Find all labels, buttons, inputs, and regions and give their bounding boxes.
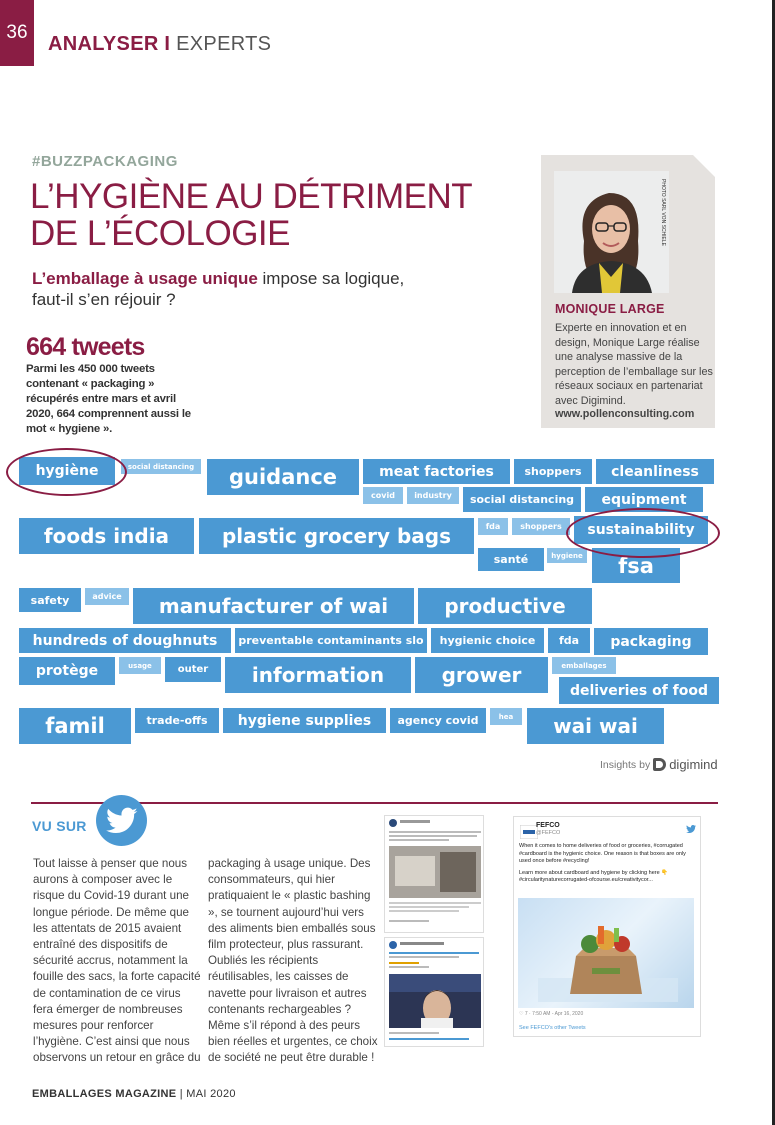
tag: agency covid (390, 708, 486, 733)
tag: fsa (592, 548, 680, 583)
tag: protège (19, 657, 115, 685)
expert-url[interactable]: www.pollenconsulting.com (555, 408, 695, 420)
tag: deliveries of food (559, 677, 719, 704)
tweet-thumbnail-2-graphic (385, 938, 485, 1048)
tag: hea (490, 708, 522, 725)
insights-label: Insights by (600, 758, 651, 771)
tag: fda (548, 628, 590, 653)
tweet-thumbnail-1-graphic (385, 816, 485, 934)
highlight-ring-sustainability (566, 508, 720, 558)
tag: sustainability (574, 516, 708, 544)
digimind-logo-icon (653, 758, 666, 771)
tag: hygiene (547, 548, 587, 563)
tag: hygienic choice (431, 628, 544, 653)
subtitle-bold: L’emballage à usage unique (32, 269, 258, 288)
tweet-text-1: When it comes to home deliveries of food or groceries, #corrugated #cardboard is the hygienic choice. One reason is that boxes are only used once before #recycling! (519, 843, 686, 864)
tweets-description: Parmi les 450 000 tweets contenant « packaging » récupérés entre mars et avril 2020, 664 comprennent aussi le mot « hygiene ». (26, 363, 191, 435)
tag: hygiène (19, 457, 115, 485)
subtitle-rest: impose sa logique, faut-il s’en réjouir ? (32, 269, 405, 309)
page-number: 36 (0, 0, 34, 66)
tweet-image (518, 898, 694, 1008)
body-column-1: Tout laisse à penser que nous aurons à composer avec le risque du Covid-19 durant une longue période. De même que les attentats de 2015 avaient entraîné des dispositifs de sécurité accrus, notamment la fouille des sacs, la forte capacité de contamination de ce virus fera émerger de nombreuses mesures pour renforcer l’hygiène. C’est ainsi que nous observons un retour en grâce du (33, 857, 201, 1065)
body-column-2: packaging à usage unique. Des consommateurs, qui hier pratiquaient le « plastic bashing », se tournent aujourd’hui vers des aliments bien emballés sous film protecteur, plus rassurant. Oubliés les récipients réutilisables, les caisses de navette pour livraison et autres contenants rechargeables ? Même s’il répond à des peurs bien réelles et urgentes, ce choix de société ne peut être durable ! (208, 857, 378, 1065)
tag: manufacturer of wai (133, 588, 414, 624)
hashtag: #BUZZPACKAGING (32, 153, 178, 170)
footer: EMBALLAGES MAGAZINE | MAI 2020 (32, 1088, 236, 1100)
footer-date: MAI 2020 (186, 1088, 236, 1100)
tag: advice (85, 588, 129, 605)
twitter-bird-icon (106, 807, 138, 835)
article-title-line1: L’HYGIÈNE AU DÉTRIMENT (30, 177, 473, 216)
tag: santé (478, 548, 544, 571)
tag: safety (19, 588, 81, 612)
tag: fda (478, 518, 508, 535)
grocery-box-illustration (518, 898, 694, 1008)
tag: information (225, 657, 411, 693)
tweet-handle: @FEFCO (536, 830, 561, 836)
expert-name: MONIQUE LARGE (555, 302, 665, 316)
section-title-rest: EXPERTS (176, 33, 272, 55)
tag: emballages (552, 657, 616, 674)
tag: meat factories (363, 459, 510, 484)
tweet-text (519, 843, 689, 885)
tag: equipment (585, 487, 703, 512)
twitter-icon (96, 795, 147, 846)
tag: hundreds of doughnuts (19, 628, 231, 653)
insights-brand: digimind (669, 757, 718, 772)
insights-by-digimind (600, 757, 718, 772)
tag: packaging (594, 628, 708, 655)
fefco-twitter-icon (686, 825, 696, 833)
tweet-thumbnail-2 (384, 937, 484, 1047)
article-title-line2: DE L’ÉCOLOGIE (30, 214, 290, 253)
tweet-other-tweets-link[interactable]: See FEFCO's other Tweets (519, 1025, 586, 1031)
tweet-text-2: Learn more about cardboard and hygiene by clicking here 👇 #circularitynaturecorrugated-ofcourse.eu/creativitycor... (519, 869, 669, 883)
section-title-bold: ANALYSER I (48, 33, 171, 55)
expert-bio: Experte en innovation et en design, Monique Large réalise une analyse massive de la perception de l’emballage sur les réseaux sociaux en partenariat avec Digimind. (555, 322, 713, 407)
vu-sur-label: VU SUR (32, 818, 87, 834)
tag: hygiene supplies (223, 708, 386, 733)
tag: shoppers (512, 518, 570, 535)
tag: trade-offs (135, 708, 219, 733)
tag: social distancing (121, 459, 201, 474)
tag: industry (407, 487, 459, 504)
tweets-count: 664 tweets (26, 333, 145, 361)
tag: foods india (19, 518, 194, 554)
tag: social distancing (463, 487, 581, 512)
tweet-meta: ♡ 7 · 7:50 AM - Apr 16, 2020 (519, 1011, 584, 1017)
tag: outer (165, 657, 221, 682)
footer-magazine: EMBALLAGES MAGAZINE (32, 1088, 177, 1100)
tag: wai wai (527, 708, 664, 744)
tag: preventable contaminants slo (235, 628, 427, 653)
photo-credit: PHOTO SARL VON SCHIELE (660, 179, 666, 246)
tag: covid (363, 487, 403, 504)
highlight-ring-hygiene (6, 448, 127, 496)
tag: grower (415, 657, 548, 693)
tag: cleanliness (596, 459, 714, 484)
tweet-thumbnail-1 (384, 815, 484, 933)
tag: plastic grocery bags (199, 518, 474, 554)
tag: usage (119, 657, 161, 674)
tweet-author: FEFCO (536, 822, 560, 829)
tag: famil (19, 708, 131, 744)
tag: productive (418, 588, 592, 624)
tag: guidance (207, 459, 359, 495)
tag: shoppers (514, 459, 592, 484)
